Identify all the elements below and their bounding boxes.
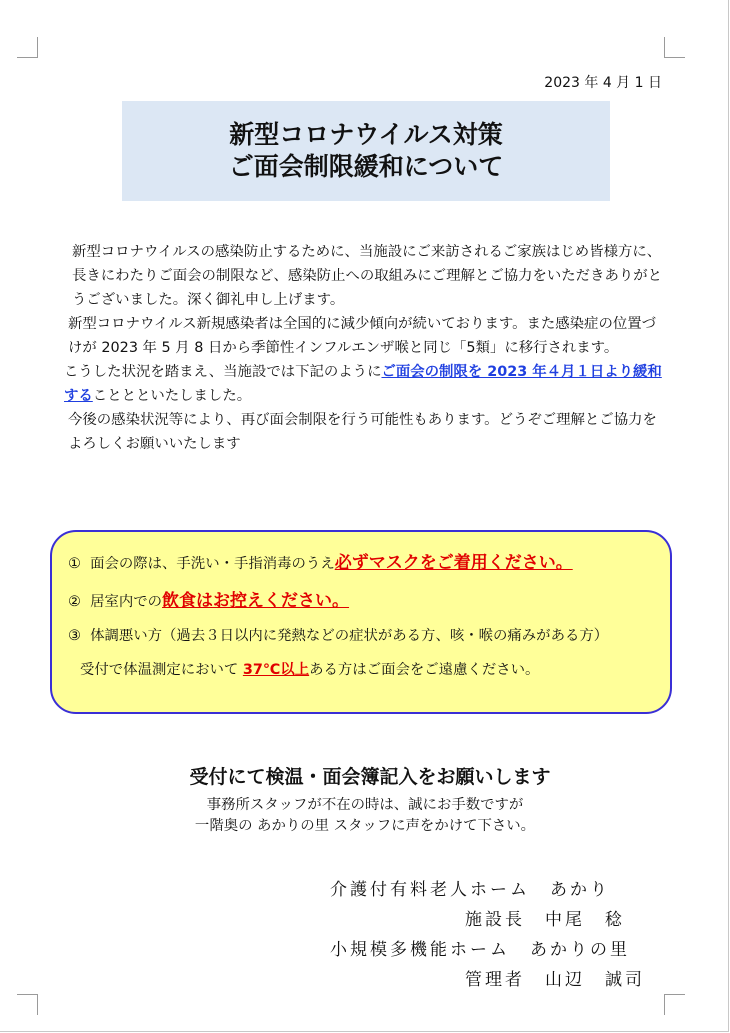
paragraph-2: 新型コロナウイルス新規感染者は全国的に減少傾向が続いております。また感染症の位置づけが 2023 年 5 月 8 日から季節性インフルエンザ喉と同じ「5類」に移行されます。 xyxy=(68,316,657,356)
signature-facility-2: 小規模多機能ホーム あかりの里 xyxy=(330,940,630,960)
notice-item-2-emphasis: 飲食はお控えください。 xyxy=(162,591,350,611)
notice-box xyxy=(50,530,672,714)
body-text xyxy=(64,240,668,456)
paragraph-3 xyxy=(64,360,668,408)
notice-item-3-number: ③ xyxy=(68,628,81,644)
notice-item-1-text: 面会の際は、手洗い・手指消毒のうえ xyxy=(90,556,335,572)
notice-item-2-number: ② xyxy=(68,594,81,610)
signature-facility-1: 介護付有料老人ホーム あかり xyxy=(330,880,610,900)
reception-line-1: 事務所スタッフが不在の時は、誠にお手数ですが xyxy=(206,797,524,813)
notice-item-3-line-2-end: ある方はご面会をご遠慮ください。 xyxy=(309,662,540,678)
notice-item-2-text: 居室内での xyxy=(90,594,163,610)
signature-person-2: 管理者 山辺 誠司 xyxy=(465,970,645,990)
document-date: 2023 年 4 月 1 日 xyxy=(544,75,662,91)
notice-item-1 xyxy=(68,548,573,573)
notice-item-2 xyxy=(68,586,349,611)
paragraph-3-highlight: ご面会の制限を 2023 年４月１日より緩和する xyxy=(64,364,662,404)
paragraph-1: 新型コロナウイルスの感染防止するために、当施設にご来訪されるご家族はじめ皆様方に、長きにわたりご面会の制限など、感染防止への取組みにご理解とご協力をいただきありがとうございました。深く御礼申し上げます。 xyxy=(72,244,663,308)
notice-item-3 xyxy=(68,624,608,645)
crop-mark-bottom-right xyxy=(664,994,685,1015)
paragraph-3-end: こととといたしました。 xyxy=(92,388,252,404)
notice-item-1-number: ① xyxy=(68,556,81,572)
crop-mark-top-left xyxy=(17,37,38,58)
signature-person-1: 施設長 中尾 稔 xyxy=(465,910,625,930)
notice-item-3-line-2 xyxy=(80,658,539,679)
title-line-1: 新型コロナウイルス対策 xyxy=(229,120,503,149)
notice-temperature-emphasis: 37℃以上 xyxy=(242,662,310,678)
reception-heading: 受付にて検温・面会簿記入をお願いします xyxy=(189,766,551,788)
reception-line-2: 一階奥の あかりの里 スタッフに声をかけて下さい。 xyxy=(194,818,536,834)
paragraph-4: 今後の感染状況等により、再び面会制限を行う可能性もあります。どうぞご理解とご協力をよろしくお願いいたします xyxy=(68,412,657,452)
notice-item-3-line-2-text: 受付で体温測定において xyxy=(80,662,239,678)
notice-item-3-text: 体調悪い方（過去３日以内に発熱などの症状がある方、咳・喉の痛みがある方） xyxy=(90,628,609,644)
title-box xyxy=(122,101,610,201)
crop-mark-bottom-left xyxy=(17,994,38,1015)
title-line-2: ご面会制限緩和について xyxy=(228,152,504,181)
crop-mark-top-right xyxy=(664,37,685,58)
notice-item-1-emphasis: 必ずマスクをご着用ください。 xyxy=(334,553,573,573)
paragraph-3-text: こうした状況を踏まえ、当施設では下記のように xyxy=(64,364,382,380)
